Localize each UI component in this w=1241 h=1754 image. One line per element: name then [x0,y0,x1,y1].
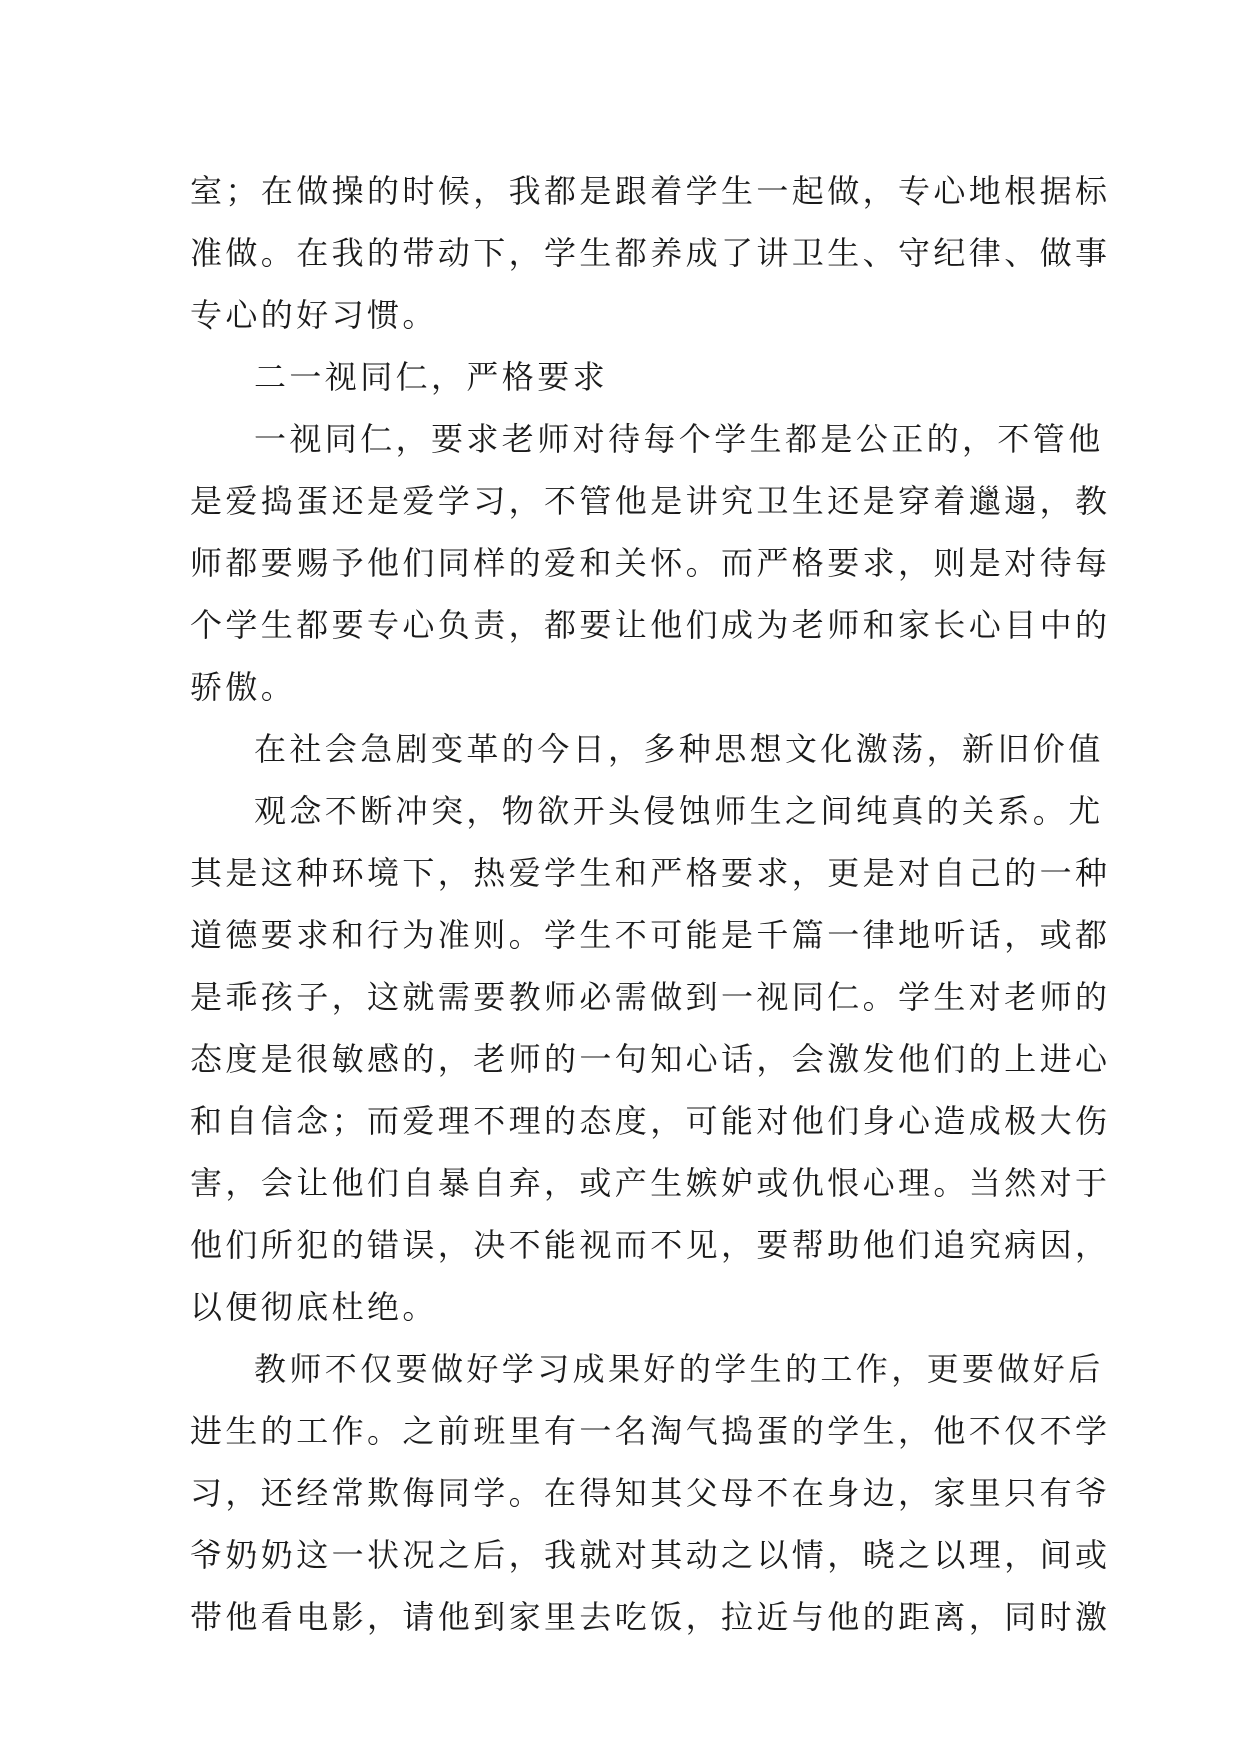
text-line: 骄傲。 [190,668,297,706]
text-line: 道德要求和行为准则。学生不可能是千篇一律地听话，或都 [190,916,1111,954]
text-line: 准做。在我的带动下，学生都养成了讲卫生、守纪律、做事 [190,234,1111,272]
text-line: 个学生都要专心负责，都要让他们成为老师和家长心目中的 [190,606,1111,644]
text-line: 观念不断冲突，物欲开头侵蚀师生之间纯真的关系。尤 [254,792,1104,830]
text-line: 是爱捣蛋还是爱学习，不管他是讲究卫生还是穿着邋遢，教 [190,482,1111,520]
section-heading: 二一视同仁，严格要求 [254,358,609,396]
text-line: 专心的好习惯。 [190,296,438,334]
text-line: 和自信念；而爱理不理的态度，可能对他们身心造成极大伤 [190,1102,1111,1140]
body-text [190,160,1111,1648]
text-line: 害，会让他们自暴自弃，或产生嫉妒或仇恨心理。当然对于 [190,1164,1111,1202]
text-line: 习，还经常欺侮同学。在得知其父母不在身边，家里只有爷 [190,1474,1111,1512]
text-line: 带他看电影，请他到家里去吃饭，拉近与他的距离，同时激 [190,1598,1111,1636]
text-line: 是乖孩子，这就需要教师必需做到一视同仁。学生对老师的 [190,978,1111,1016]
text-line: 态度是很敏感的，老师的一句知心话，会激发他们的上进心 [190,1040,1111,1078]
paragraph-start-line: 在社会急剧变革的今日，多种思想文化激荡，新旧价值 [254,730,1104,768]
text-line: 进生的工作。之前班里有一名淘气捣蛋的学生，他不仅不学 [190,1412,1111,1450]
text-line: 室；在做操的时候，我都是跟着学生一起做，专心地根据标 [190,172,1111,210]
text-line: 其是这种环境下，热爱学生和严格要求，更是对自己的一种 [190,854,1111,892]
text-line: 师都要赐予他们同样的爱和关怀。而严格要求，则是对待每 [190,544,1111,582]
text-line: 他们所犯的错误，决不能视而不见，要帮助他们追究病因， [190,1226,1111,1264]
text-line: 爷奶奶这一状况之后，我就对其动之以情，晓之以理，间或 [190,1536,1111,1574]
paragraph-start-line: 教师不仅要做好学习成果好的学生的工作，更要做好后 [254,1350,1104,1388]
text-line: 以便彻底杜绝。 [190,1288,438,1326]
paragraph-start-line: 一视同仁，要求老师对待每个学生都是公正的，不管他 [254,420,1104,458]
